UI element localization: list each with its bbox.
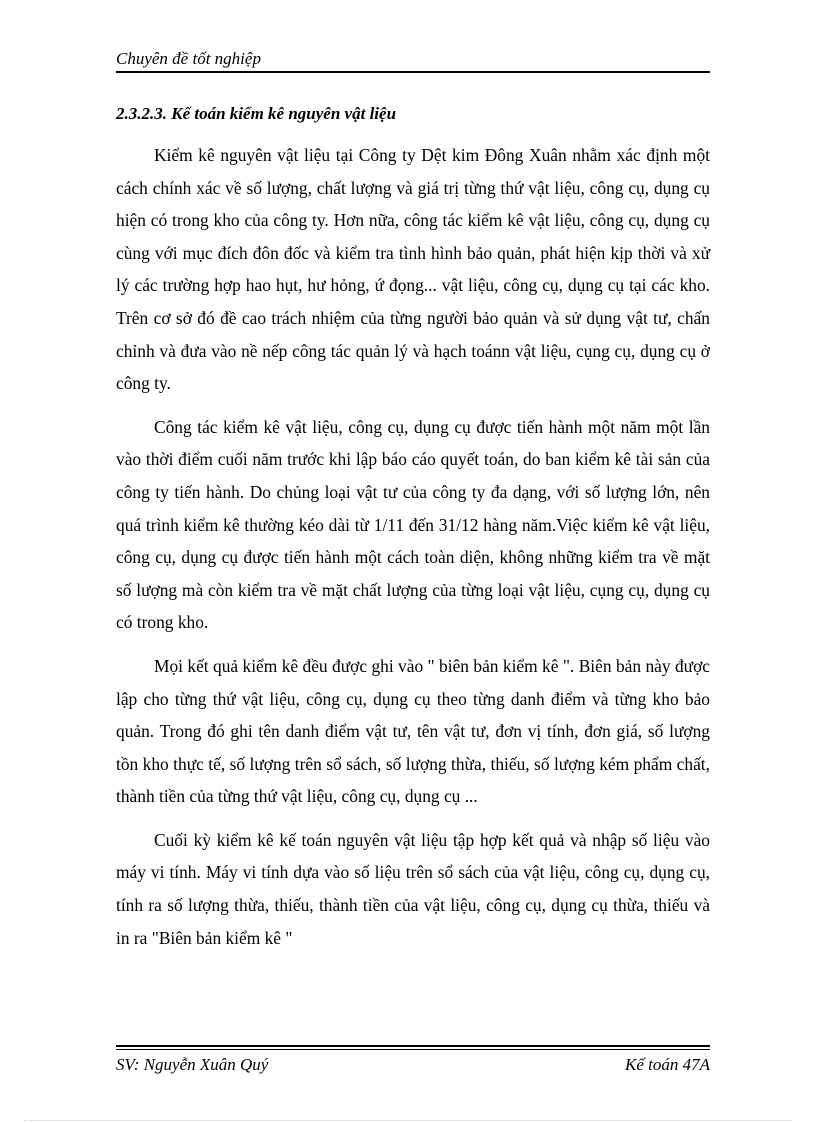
paragraph-2: Công tác kiểm kê vật liệu, công cụ, dụng cụ được tiến hành một năm một lần vào thời điểm cuối năm trước khi lập báo cáo quyết toán, do ban kiểm kê tài sản của công ty tiến hành. Do chủng loại vật tư của công ty đa dạng, với số lượng lớn, nên quá trình kiểm kê thường kéo dài từ 1/11 đến 31/12 hàng năm.Việc kiểm kê vật liệu, công cụ, dụng cụ được tiến hành một cách toàn diện, không những kiểm tra về mặt số lượng mà còn kiểm tra về mặt chất lượng của từng loại vật liệu, cụng cụ, dụng cụ có trong kho.: [116, 416, 710, 633]
header-rule: [116, 71, 710, 73]
section-heading: 2.3.2.3. Kế toán kiểm kê nguyên vật liệu: [116, 104, 397, 123]
page-footer: [116, 1052, 710, 1078]
footer-rule-thick: [116, 1045, 710, 1047]
footer-rule-thin: [116, 1049, 710, 1050]
paragraph-3: Mọi kết quả kiểm kê đều được ghi vào " biên bản kiểm kê ". Biên bản này được lập cho từng thứ vật liệu, công cụ, dụng cụ theo từng danh điểm và từng kho bảo quản. Trong đó ghi tên danh điểm vật tư, tên vật tư, đơn vị tính, đơn giá, số lượng tồn kho thực tế, số lượng trên sổ sách, số lượng thừa, thiếu, số lượng kém phẩm chất, thành tiền của từng thứ vật liệu, công cụ, dụng cụ ...: [116, 655, 710, 807]
footer-student-name: SV: Nguyễn Xuân Quý: [116, 1055, 269, 1074]
footer-class-label: Kế toán 47A: [625, 1055, 710, 1074]
document-body: [116, 101, 710, 965]
paragraph-1: Kiểm kê nguyên vật liệu tại Công ty Dệt kim Đông Xuân nhằm xác định một cách chính xác về số lượng, chất lượng và giá trị từng thứ vật liệu, công cụ, dụng cụ hiện có trong kho của công ty. Hơn nữa, công tác kiểm kê vật liệu, công cụ, dụng cụ cùng với mục đích đôn đốc và kiểm tra tình hình bảo quản, phát hiện kịp thời và xử lý các trường hợp hao hụt, hư hỏng, ứ đọng... vật liệu, công cụ, dụng cụ tại các kho. Trên cơ sở đó đề cao trách nhiệm của từng người bảo quản và sử dụng vật tư, chấn chỉnh và đưa vào nề nếp công tác quản lý và hạch toánn vật liệu, cụng cụ, dụng cụ ở công ty.: [116, 145, 710, 394]
paragraph-4: Cuối kỳ kiểm kê kế toán nguyên vật liệu tập hợp kết quả và nhập số liệu vào máy vi tính. Máy vi tính dựa vào số liệu trên sổ sách của vật liệu, công cụ, dụng cụ, tính ra số lượng thừa, thiếu, thành tiền của vật liệu, công cụ, dụng cụ thừa, thiếu và in ra "Biên bản kiểm kê ": [116, 829, 710, 948]
page-edge-divider: [24, 1120, 792, 1121]
header-title: Chuyên đề tốt nghiệp: [116, 49, 261, 68]
page-header: [116, 46, 710, 72]
